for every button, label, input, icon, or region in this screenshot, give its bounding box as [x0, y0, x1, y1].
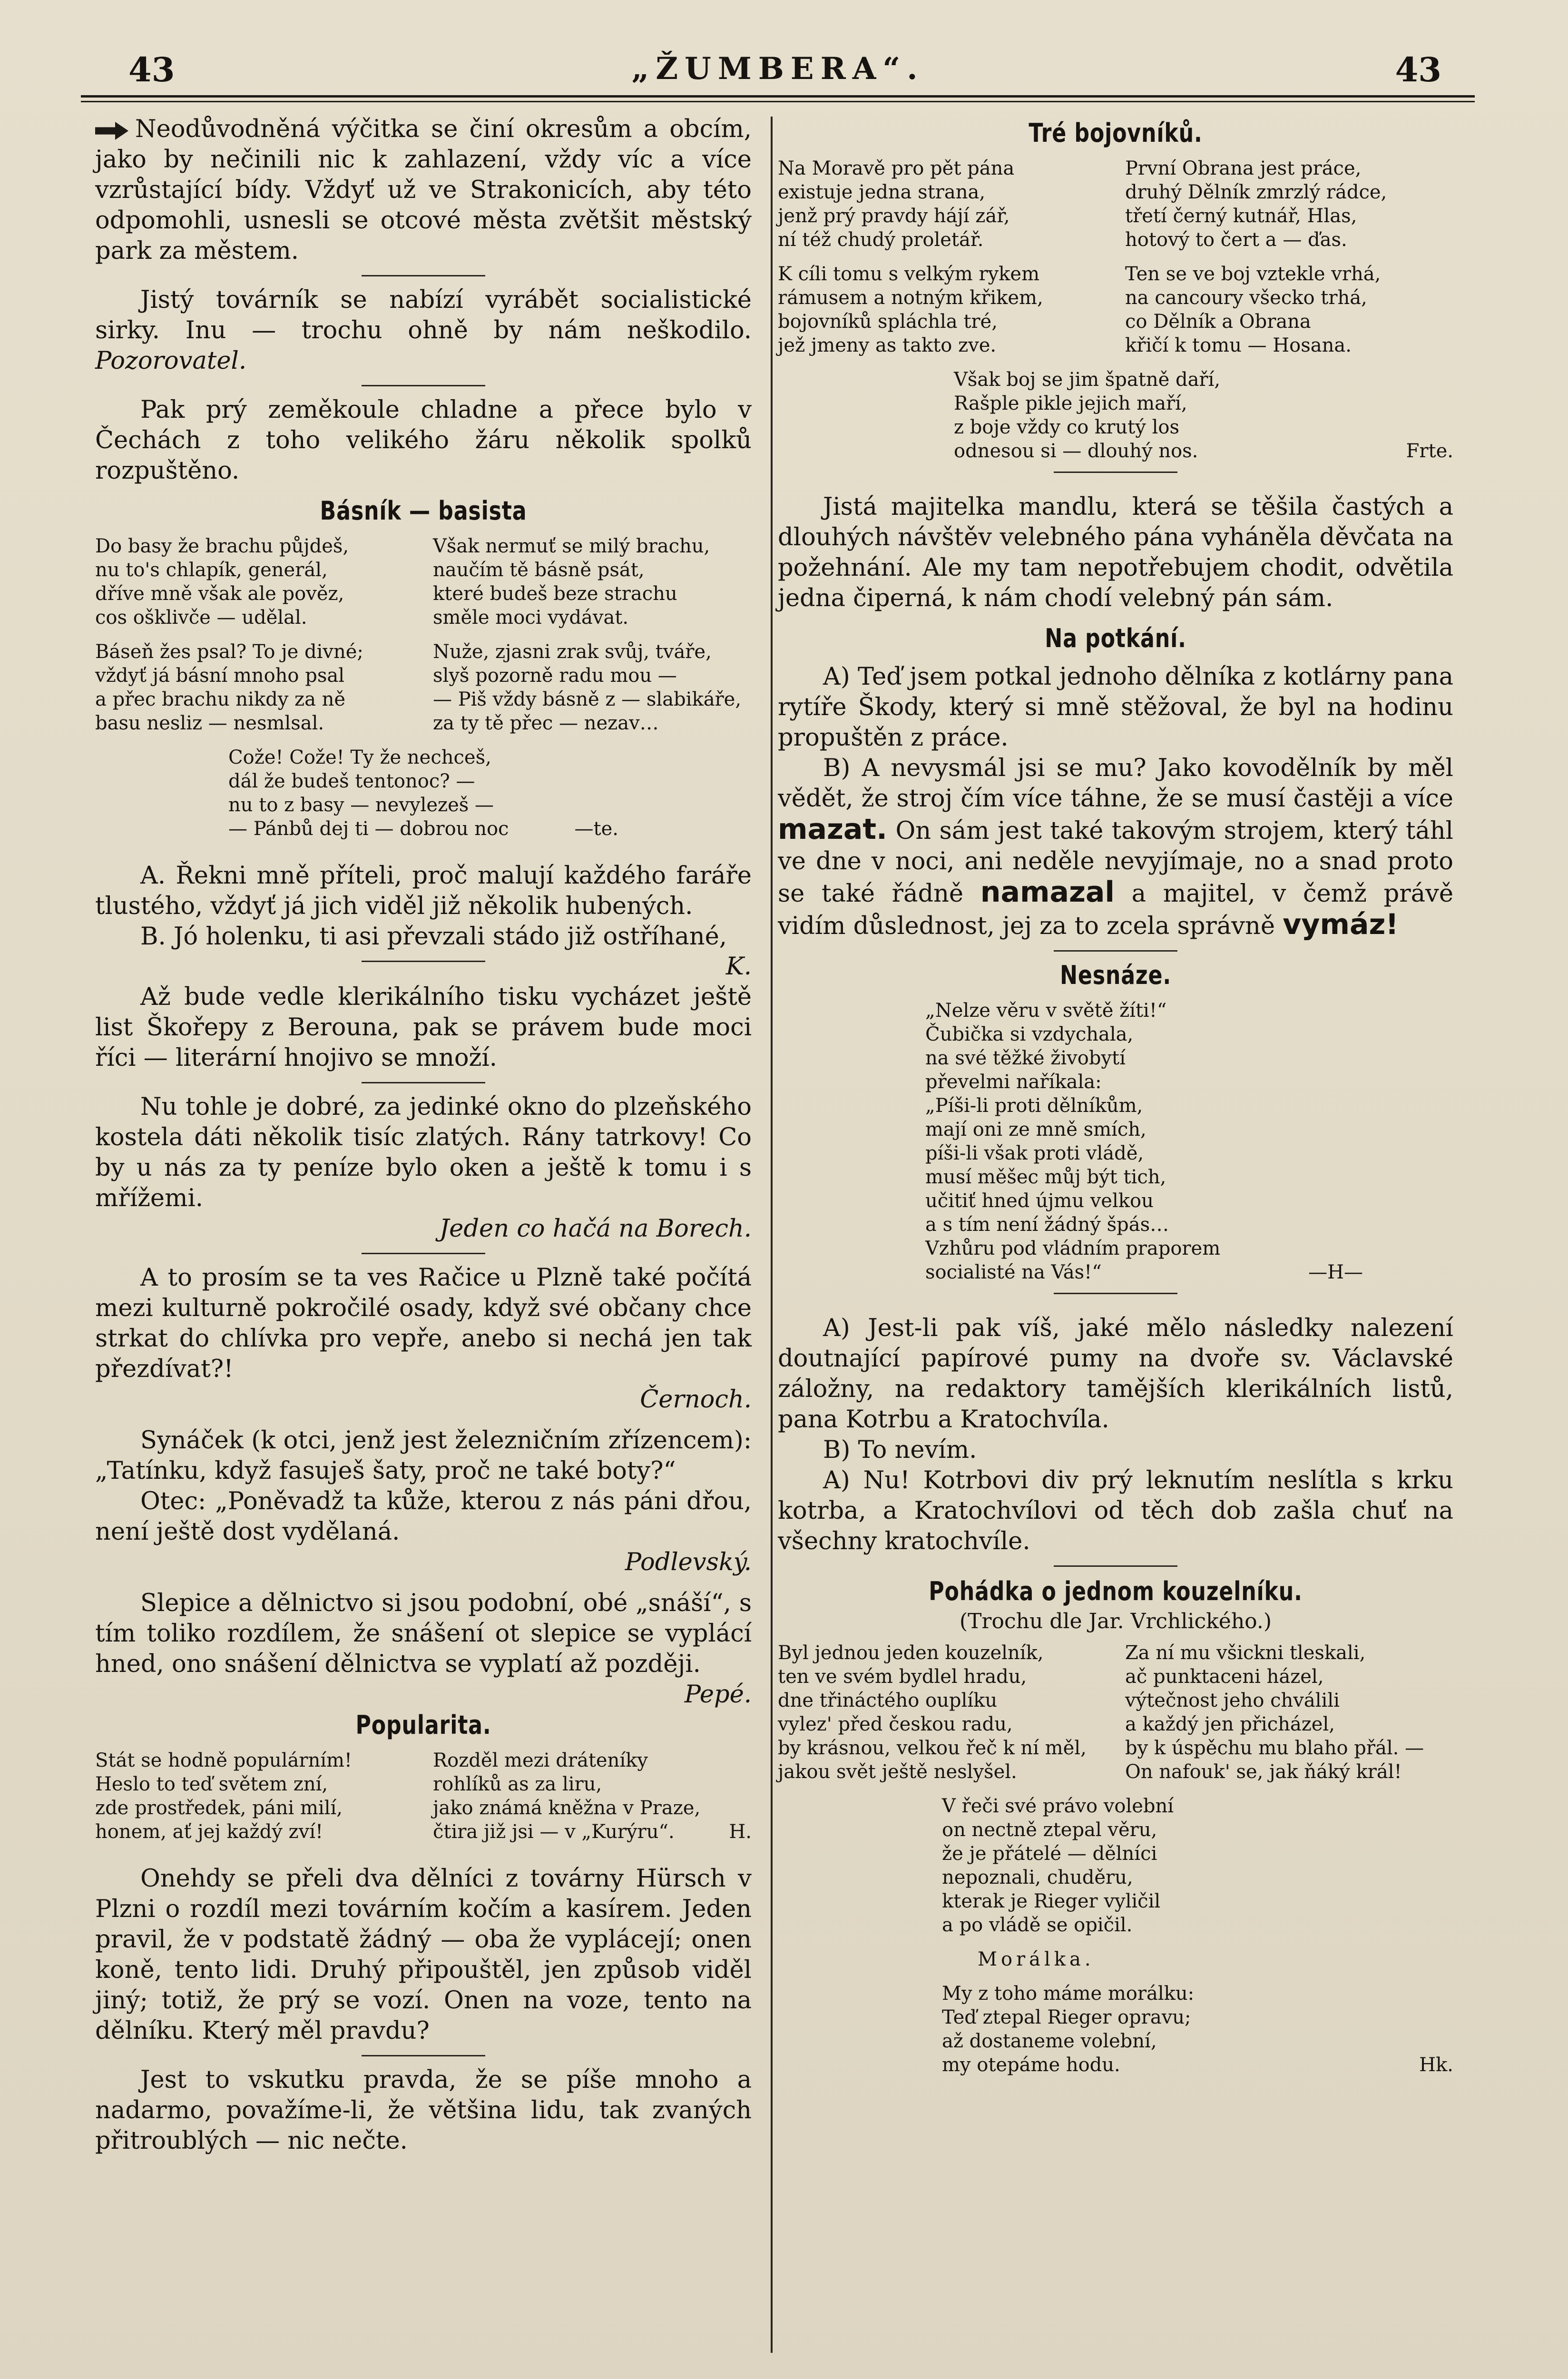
poem-line: Báseň žes psal? To je divné; [95, 641, 363, 663]
poem-line: On nafouk' se, jak ňáký král! [1125, 1761, 1402, 1783]
poem-line: směle moci vydávat. [433, 607, 629, 629]
poem-line: my otepáme hodu. [942, 2054, 1120, 2076]
poem-line: Rozděl mezi dráteníky [433, 1750, 648, 1771]
poem-line: nepoznali, chuděru, [942, 1867, 1133, 1888]
page-number-right: 43 [1395, 50, 1441, 89]
poem-line: honem, ať jej každý zví! [95, 1821, 323, 1843]
poem-line: socialisté na Vás!“ [925, 1261, 1102, 1283]
signature: Podlevský. [625, 1548, 752, 1576]
poem-line: cos ošklivče — udělal. [95, 607, 307, 629]
poem-line: výtečnost jeho chválili [1125, 1690, 1340, 1711]
poem-line: basu nesliz — nesmlsal. [95, 712, 324, 734]
poem-line: zde prostředek, páni milí, [95, 1797, 343, 1819]
poem-line: Do basy že brachu půjdeš, [95, 535, 349, 557]
pointing-hand-icon [95, 122, 128, 140]
poem-line: co Dělník a Obrana [1125, 311, 1311, 333]
signature: Černoch. [640, 1386, 752, 1414]
article-text: A. Řekni mně příteli, proč malují každého faráře tlustého, vždyť já jich viděl již několik hubených. [95, 862, 752, 920]
poem-line: Stát se hodně populárním! [95, 1750, 352, 1771]
article-text: A to prosím se ta ves Račice u Plzně také počítá mezi kulturně pokročilé osady, když své občany chce strkat do chlívka pro vepře, anebo si nechá jen tak přezdívat?! [95, 1264, 752, 1383]
separator [1054, 472, 1177, 473]
separator [1054, 1293, 1177, 1294]
poem-line: dál že budeš tentonoc? — [228, 770, 475, 792]
column-divider [771, 117, 773, 2353]
poem-stanzas [95, 1749, 752, 1844]
poem-line: ač punktaceni házel, [1125, 1666, 1324, 1688]
poem-line: My z toho máme morálku: [942, 1983, 1195, 2005]
poem-stanzas [95, 640, 752, 735]
poem-line: rámusem a notným křikem, [778, 287, 1043, 309]
poem-title: Pohádka o jednom kouzelníku. [929, 1576, 1303, 1606]
poem-line: druhý Dělník zmrzlý rádce, [1125, 181, 1387, 203]
signature: Hk. [1419, 2054, 1453, 2076]
poem-line: hotový to čert a — ďas. [1125, 229, 1347, 251]
poem-line: bojovníků spláchla tré, [778, 311, 998, 333]
poem-line: slyš pozorně radu mou — [433, 665, 677, 687]
poem-line: Heslo to teď světem zní, [95, 1773, 328, 1795]
poem-line: Byl jednou jeden kouzelník, [778, 1642, 1044, 1664]
poem-line: ten ve svém bydlel hradu, [778, 1666, 1027, 1688]
article-text: Onehdy se přeli dva dělníci z továrny Hürsch v Plzni o rozdíl mezi továrním kočím a kasírem. Jeden pravil, že v podstatě žádný — oba že vyplácejí; onen koně, tento lidi. Druhý připouštěl, jen způsob viděl jiný; totiž, že prý se vozí. Onen na voze, tento na dělníku. Který měl pravdu? [95, 1865, 752, 2045]
poem-line: vylez' před českou radu, [778, 1713, 1013, 1735]
article-text: Neodůvodněná výčitka se činí okresům a obcím, jako by nečinili nic k zahlazení, vždy víc a více vzrůstající bídy. Vždyť už ve Strakonicích, aby této odpomohli, usnesli se otcové města zvětšit městský park za městem. [95, 115, 752, 265]
moral-title: Morálka. [978, 1948, 1095, 1970]
header-rule [81, 95, 1475, 98]
poem-line: nu to's chlapík, generál, [95, 559, 328, 581]
left-column [95, 114, 752, 2156]
poem-stanza [942, 1794, 1453, 1937]
poem-line: Čubička si vzdychala, [925, 1023, 1134, 1045]
poem-line: vždyť já básní mnoho psal [95, 665, 344, 687]
article-text: Nu tohle je dobré, za jedinké okno do plzeňského kostela dáti několik tisíc zlatých. Rány tatrkovy! Co by u nás za ty peníze bylo oken a ještě k tomu i s mřížemi. [95, 1093, 752, 1212]
poem-stanzas [778, 157, 1453, 252]
signature: K. [725, 953, 752, 981]
poem-line: a přec brachu nikdy za ně [95, 688, 346, 710]
separator [362, 1253, 485, 1254]
poem-line: že je přátelé — dělníci [942, 1843, 1157, 1865]
poem-line: Rašple pikle jejich maří, [954, 393, 1187, 414]
signature: Jeden co hačá na Borech. [439, 1215, 752, 1243]
separator [362, 275, 485, 276]
poem-line: jež jmeny as takto zve. [778, 334, 997, 356]
poem-line: jako známá kněžna v Praze, [433, 1797, 701, 1819]
poem-title: Popularita. [355, 1710, 491, 1740]
article-text: A) Nu! Kotrbovi div prý leknutím neslítla s krku kotrba, a Kratochvílovi od těch dob zašla chuť na všechny kratochvíle. [778, 1466, 1453, 1555]
signature: Frte. [1406, 440, 1453, 462]
poem-stanzas [778, 262, 1453, 357]
separator [1054, 1565, 1177, 1567]
header-rule-thin [81, 101, 1475, 102]
poem-line: jenž prý pravdy hájí zář, [778, 205, 1010, 227]
poem-line: z boje vždy co krutý los [954, 416, 1179, 438]
signature: H. [729, 1821, 752, 1843]
poem-body [925, 999, 1363, 1284]
poem-line: V řeči své právo volební [942, 1795, 1174, 1817]
article-text: B. Jó holenku, ti asi převzali stádo již ostříhané, [140, 923, 727, 951]
poem-line: rohlíků as za liru, [433, 1773, 602, 1795]
poem-final-stanza [228, 746, 618, 841]
poem-line: učitiť hned újmu velkou [925, 1190, 1154, 1212]
article-text: B) To nevím. [823, 1436, 977, 1464]
poem-title: Nesnáze. [1059, 960, 1172, 990]
poem-line: a po vládě se opičil. [942, 1914, 1133, 1936]
separator [1054, 950, 1177, 952]
poem-line: existuje jedna strana, [778, 181, 986, 203]
right-column [778, 114, 1453, 2077]
poem-line: Však nermuť se milý brachu, [433, 535, 710, 557]
article-text: On sám jest také takovým strojem, který táhl ve dne v noci, ani neděle nevyjímaje, no a snad proto se také řádně [778, 817, 1453, 908]
poem-line: až dostaneme volební, [942, 2030, 1157, 2052]
signature: Pozorovatel. [95, 347, 247, 375]
poem-line: převelmi naříkala: [925, 1071, 1102, 1093]
poem-stanzas [778, 1641, 1453, 1784]
poem-line: třetí černý kutnář, Hlas, [1125, 205, 1357, 227]
poem-line: Cože! Cože! Ty že nechceš, [228, 747, 491, 768]
emphasis-word: mazat. [778, 813, 887, 846]
separator [362, 385, 485, 386]
emphasis-word: namazal [980, 875, 1115, 909]
poem-line: Nuže, zjasni zrak svůj, tváře, [433, 641, 712, 663]
poem-title: Básník — basista [320, 496, 527, 526]
poem-line: — Pánbů dej ti — dobrou noc [228, 818, 509, 840]
poem-line: jakou svět ještě neslyšel. [778, 1761, 1017, 1783]
separator [362, 1082, 485, 1083]
emphasis-word: vymáz! [1283, 908, 1399, 941]
separator [362, 2055, 485, 2056]
poem-line: K cíli tomu s velkým rykem [778, 263, 1039, 285]
article-text: A) Teď jsem potkal jednoho dělníka z kotlárny pana rytíře Škody, který si mně stěžoval, že byl na hodinu propuštěn z práce. [778, 663, 1453, 752]
poem-line: dříve mně však ale pověz, [95, 583, 344, 605]
page-header [81, 45, 1475, 98]
poem-line: nu to z basy — nevylezeš — [228, 794, 494, 816]
page-number-left: 43 [128, 50, 175, 89]
article-text: Slepice a dělnictvo si jsou podobní, obé „snáší“, s tím toliko rozdílem, že snášení ot slepice se vyplácí hned, ono snášení dělnictva se vyplatí až později. [95, 1589, 752, 1678]
masthead-title: „ŽUMBERA“. [631, 51, 924, 87]
poem-line: Vzhůru pod vládním praporem [925, 1238, 1221, 1259]
article-text: Jistá majitelka mandlu, která se těšila častých a dlouhých návštěv velebného pána vyháněla děvčata na požehnání. Ale my tam nepotřebujem chodit, odvětila jedna čiperná, k nám chodí velebný pán sám. [778, 493, 1453, 612]
poem-line: „Píši-li proti dělníkům, [925, 1095, 1143, 1117]
article-text: Otec: „Poněvadž ta kůže, kterou z nás páni dřou, není ještě dost vydělaná. [95, 1487, 752, 1546]
poem-line: Však boj se jim špatně daří, [954, 369, 1221, 391]
poem-line: naučím tě básně psát, [433, 559, 645, 581]
poem-line: by krásnou, velkou řeč k ní měl, [778, 1737, 1087, 1759]
poem-line: mají oni ze mně smích, [925, 1119, 1147, 1140]
poem-line: on nectně ztepal věru, [942, 1819, 1157, 1841]
article-text: Pak prý zeměkoule chladne a přece bylo v Čechách z toho velikého žáru několik spolků rozpuštěno. [95, 396, 752, 485]
poem-line: křičí k tomu — Hosana. [1125, 334, 1352, 356]
poem-final-stanza [954, 368, 1453, 463]
article-text: A) Jest-li pak víš, jaké mělo následky nalezení doutnající papírové pumy na dvoře sv. Václavské záložny, na redaktory tamějších klerikálních listů, pana Kotrbu a Kratochvíla. [778, 1314, 1453, 1434]
poem-subtitle: (Trochu dle Jar. Vrchlického.) [959, 1609, 1272, 1633]
poem-line: čtira již jsi — v „Kurýru“. [433, 1821, 675, 1843]
section-title: Na potkání. [1045, 623, 1186, 653]
poem-line: a každý jen přicházel, [1125, 1713, 1335, 1735]
poem-line: První Obrana jest práce, [1125, 157, 1362, 179]
poem-line: za ty tě přec — nezav… [433, 712, 659, 734]
poem-line: musí měšec můj být tich, [925, 1166, 1166, 1188]
poem-line: Za ní mu všickni tleskali, [1125, 1642, 1366, 1664]
article-text: Jest to vskutku pravda, že se píše mnoho a nadarmo, považíme-li, že většina lidu, tak zvaných přitroublých — nic nečte. [95, 2066, 752, 2155]
poem-line: píši-li však proti vládě, [925, 1142, 1144, 1164]
signature: —H— [1308, 1261, 1363, 1283]
poem-line: odnesou si — dlouhý nos. [954, 440, 1198, 462]
article-text: Jistý továrník se nabízí vyrábět socialistické sirky. Inu — trochu ohně by nám neškodilo. [95, 286, 752, 344]
poem-line: a s tím není žádný špás… [925, 1214, 1169, 1236]
poem-line: Na Moravě pro pět pána [778, 157, 1015, 179]
poem-line: na své těžké živobytí [925, 1047, 1126, 1069]
poem-line: na cancoury všecko trhá, [1125, 287, 1367, 309]
poem-line: ní též chudý proletář. [778, 229, 984, 251]
poem-line: Teď ztepal Rieger opravu; [942, 2006, 1191, 2028]
poem-stanza [942, 1982, 1453, 2077]
article-text: Synáček (k otci, jenž jest železničním zřízencem): „Tatínku, když fasuješ šaty, proč ne také boty?“ [95, 1426, 752, 1485]
poem-line: dne třináctého ouplíku [778, 1690, 998, 1711]
signature: Pepé. [684, 1681, 752, 1709]
poem-title: Tré bojovníků. [1029, 118, 1203, 148]
poem-line: Ten se ve boj vztekle vrhá, [1125, 263, 1381, 285]
poem-line: — Piš vždy básně z — slabikáře, [433, 688, 742, 710]
poem-line: by k úspěchu mu blaho přál. — [1125, 1737, 1424, 1759]
article-text: Až bude vedle klerikálního tisku vycházet ještě list Škořepy z Berouna, pak se právem bude moci říci — literární hnojivo se množí. [95, 983, 752, 1072]
article-text: a majitel, v čemž právě vidím důslednost, jej za to zcela správně [778, 880, 1453, 940]
article-text: B) A nevysmál jsi se mu? Jako kovodělník by měl vědět, že stroj čím více táhne, že se musí častěji a více [778, 754, 1453, 813]
poem-stanzas [95, 534, 752, 629]
signature: —te. [574, 818, 618, 840]
poem-line: kterak je Rieger vyličil [942, 1890, 1161, 1912]
poem-line: „Nelze věru v světě žíti!“ [925, 1000, 1167, 1022]
poem-line: které budeš beze strachu [433, 583, 677, 605]
